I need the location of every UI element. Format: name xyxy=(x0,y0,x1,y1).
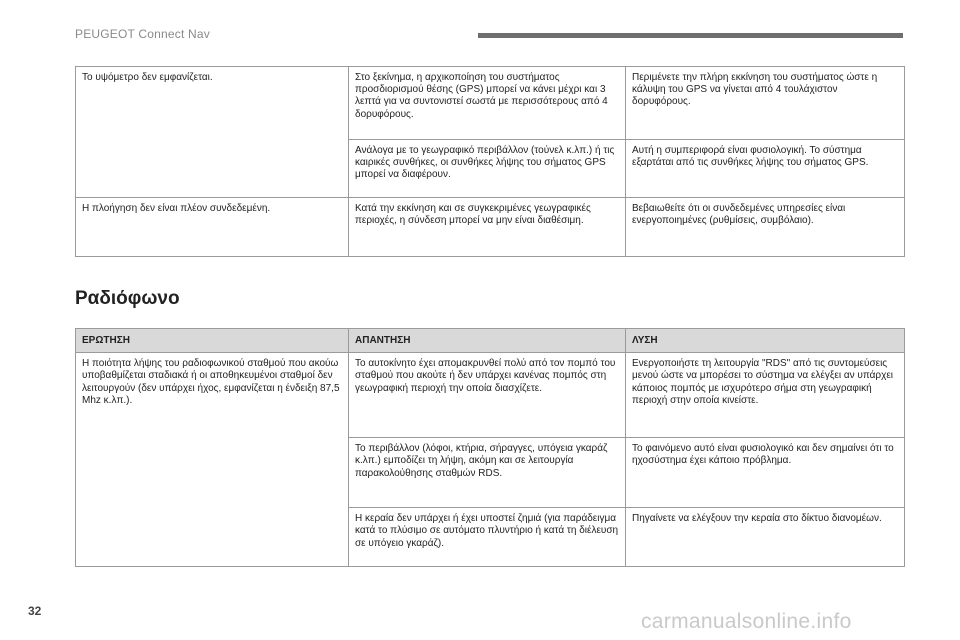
gps-troubleshooting-table xyxy=(75,66,905,257)
solution-cell: Πηγαίνετε να ελέγξουν την κεραία στο δίκτυο διανομέων. xyxy=(626,508,905,567)
header-rule xyxy=(478,33,903,38)
page-number: 32 xyxy=(28,604,42,618)
solution-cell: Βεβαιωθείτε ότι οι συνδεδεμένες υπηρεσίες είναι ενεργοποιημένες (ρυθμίσεις, συμβόλαιο). xyxy=(626,198,905,257)
watermark: carmanualsonline.info xyxy=(641,610,852,633)
radio-troubleshooting-table xyxy=(75,328,905,567)
table-row xyxy=(76,353,905,438)
column-header-question: ΕΡΩΤΗΣΗ xyxy=(76,329,349,353)
question-cell: Το υψόμετρο δεν εμφανίζεται. xyxy=(76,67,349,198)
table-row xyxy=(76,198,905,257)
answer-cell: Στο ξεκίνημα, η αρχικοποίηση του συστήματος προσδιορισμού θέσης (GPS) μπορεί να κάνει μέχρι και 3 λεπτά για να συντονιστεί σωστά με περισσότερους από 4 δορυφόρους. xyxy=(349,67,626,140)
column-header-answer: ΑΠΑΝΤΗΣΗ xyxy=(349,329,626,353)
table-row xyxy=(76,67,905,140)
manual-title: PEUGEOT Connect Nav xyxy=(75,27,210,41)
answer-cell: Ανάλογα με το γεωγραφικό περιβάλλον (τούνελ κ.λπ.) ή τις καιρικές συνθήκες, οι συνθήκες λήψης του σήματος GPS μπορεί να διαφέρουν. xyxy=(349,140,626,198)
answer-cell: Το αυτοκίνητο έχει απομακρυνθεί πολύ από τον πομπό του σταθμού που ακούτε ή δεν υπάρχει κανένας πομπός στη γεωγραφική περιοχή την οποία διασχίζετε. xyxy=(349,353,626,438)
table-header-row xyxy=(76,329,905,353)
section-title: Ραδιόφωνο xyxy=(75,288,180,309)
column-header-solution: ΛΥΣΗ xyxy=(626,329,905,353)
answer-cell: Κατά την εκκίνηση και σε συγκεκριμένες γεωγραφικές περιοχές, η σύνδεση μπορεί να μην είναι διαθέσιμη. xyxy=(349,198,626,257)
solution-cell: Το φαινόμενο αυτό είναι φυσιολογικό και δεν σημαίνει ότι το ηχοσύστημα έχει κάποιο πρόβλημα. xyxy=(626,438,905,508)
solution-cell: Περιμένετε την πλήρη εκκίνηση του συστήματος ώστε η κάλυψη του GPS να γίνεται από 4 τουλάχιστον δορυφόρους. xyxy=(626,67,905,140)
answer-cell: Το περιβάλλον (λόφοι, κτήρια, σήραγγες, υπόγεια γκαράζ κ.λπ.) εμποδίζει τη λήψη, ακόμη και σε λειτουργία παρακολούθησης σταθμών RDS. xyxy=(349,438,626,508)
question-cell: Η πλοήγηση δεν είναι πλέον συνδεδεμένη. xyxy=(76,198,349,257)
solution-cell: Ενεργοποιήστε τη λειτουργία "RDS" από τις συντομεύσεις μενού ώστε να μπορέσει το σύστημα να ελέγξει αν υπάρχει κάποιος πομπός με ισχυρότερο σήμα στη γεωγραφική περιοχή στην οποία κινείστε. xyxy=(626,353,905,438)
answer-cell: Η κεραία δεν υπάρχει ή έχει υποστεί ζημιά (για παράδειγμα κατά το πλύσιμο σε αυτόματο πλυντήριο ή κατά τη διέλευση σε υπόγειο γκαράζ). xyxy=(349,508,626,567)
solution-cell: Αυτή η συμπεριφορά είναι φυσιολογική. Το σύστημα εξαρτάται από τις συνθήκες λήψης του σήματος GPS. xyxy=(626,140,905,198)
question-cell: Η ποιότητα λήψης του ραδιοφωνικού σταθμού που ακούω υποβαθμίζεται σταδιακά ή οι αποθηκευμένοι σταθμοί δεν λειτουργούν (δεν υπάρχει ήχος, εμφανίζεται η ένδειξη 87,5 Mhz κ.λπ.). xyxy=(76,353,349,567)
